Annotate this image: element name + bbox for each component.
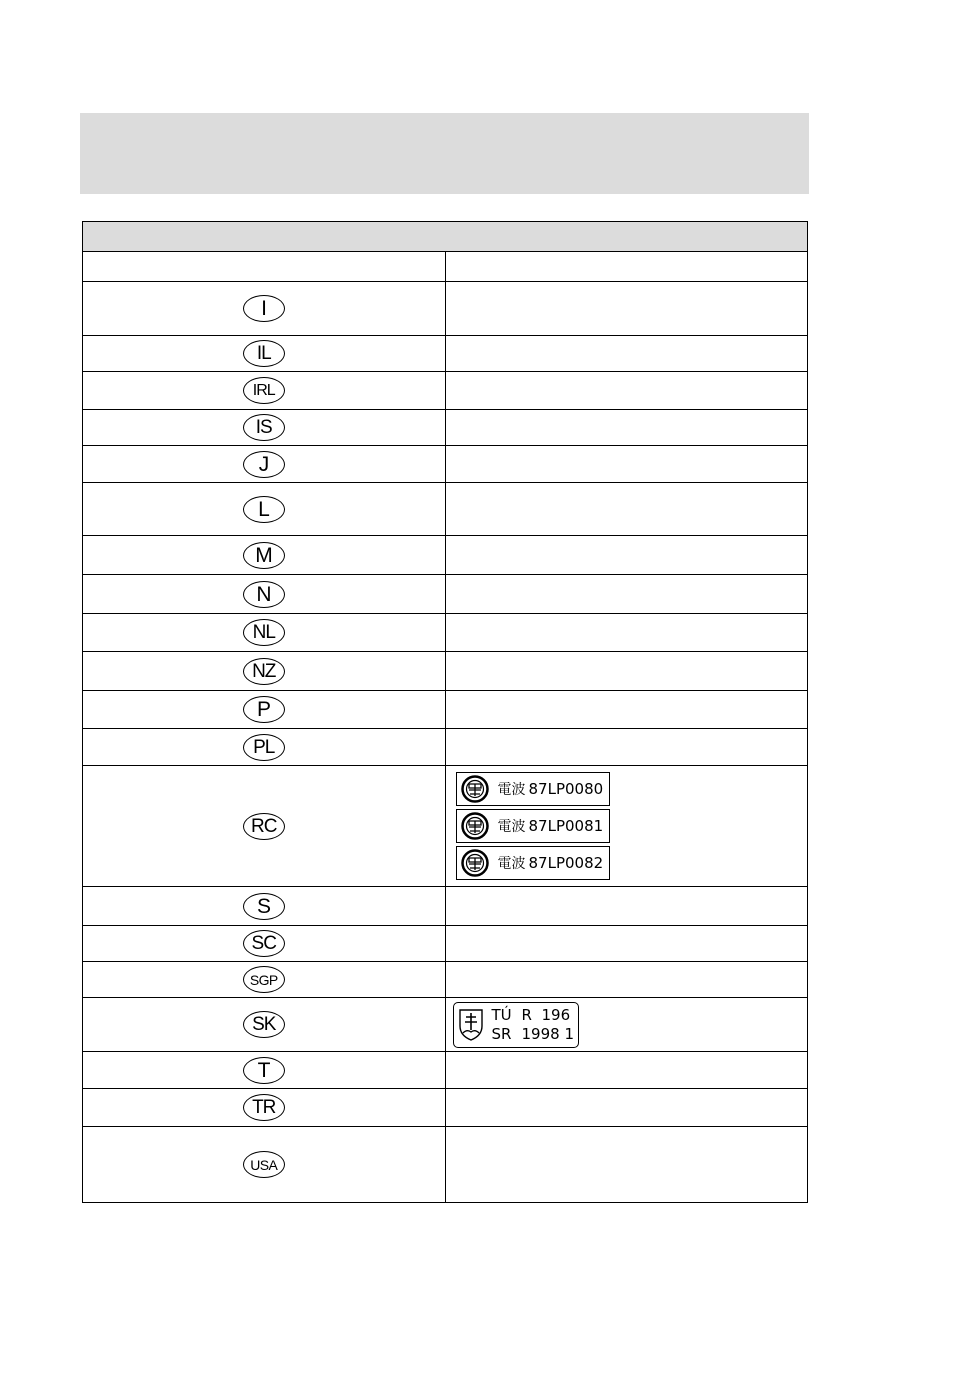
rc-label-kanji: 電波 [497, 819, 526, 835]
table-row [83, 652, 808, 691]
sk-mark-sr: SR [491, 1024, 512, 1043]
table-row [83, 575, 808, 614]
detail-cell [445, 887, 808, 926]
country-code-oval: NZ [243, 658, 285, 685]
detail-cell [445, 962, 808, 998]
country-code-oval: SGP [243, 966, 285, 993]
table-header-row [83, 252, 808, 282]
detail-cell [445, 1052, 808, 1089]
country-code-oval: PL [243, 734, 285, 761]
sk-approval-mark [453, 1002, 579, 1048]
detail-cell [445, 372, 808, 410]
table-row [83, 926, 808, 962]
country-code-oval: J [243, 451, 285, 478]
table-row [83, 410, 808, 446]
rc-approval-label [456, 772, 610, 806]
detail-cell [445, 652, 808, 691]
detail-cell [445, 536, 808, 575]
rc-approval-label [456, 846, 610, 880]
detail-cell [445, 1127, 808, 1203]
rc-label-number: 87LP0080 [528, 780, 604, 798]
table-row [83, 536, 808, 575]
detail-cell [445, 691, 808, 729]
country-code-oval: RC [243, 813, 285, 840]
table-row [83, 729, 808, 766]
sk-mark-number: 196 [541, 1005, 571, 1024]
table-row [83, 691, 808, 729]
table-row [83, 766, 808, 887]
rc-label-kanji: 電波 [497, 782, 526, 798]
table-row [83, 1127, 808, 1203]
table-row [83, 483, 808, 536]
approvals-table [82, 221, 808, 1203]
table-title-row [83, 222, 808, 252]
detail-cell [445, 729, 808, 766]
detail-cell [445, 410, 808, 446]
country-code-oval: TR [243, 1094, 285, 1121]
radio-mark-icon [459, 812, 491, 840]
sk-mark-r: R [521, 1005, 532, 1024]
detail-cell [445, 336, 808, 372]
table-row [83, 336, 808, 372]
country-code-oval: S [243, 893, 285, 920]
table-title-cell [83, 222, 808, 252]
table-row [83, 282, 808, 336]
shield-cross-icon [458, 1008, 484, 1042]
country-code-oval: NL [243, 619, 285, 646]
table-row [83, 1089, 808, 1127]
sk-mark-text [492, 1006, 575, 1044]
country-code-oval: P [243, 696, 285, 723]
country-code-oval: IL [243, 340, 285, 367]
detail-cell [445, 998, 808, 1052]
detail-cell [445, 575, 808, 614]
sk-mark-year: 1998 1 [521, 1024, 574, 1043]
table-row [83, 372, 808, 410]
header-country-cell [83, 252, 446, 282]
header-band [80, 113, 809, 194]
detail-cell [445, 282, 808, 336]
radio-mark-icon [459, 849, 491, 877]
table-row [83, 446, 808, 483]
country-code-oval: N [243, 581, 285, 608]
table-row [83, 614, 808, 652]
country-code-oval: IS [243, 414, 285, 441]
country-code-oval: T [243, 1057, 285, 1084]
country-code-oval: SK [243, 1011, 285, 1038]
rc-label-number: 87LP0082 [528, 854, 604, 872]
country-code-oval: L [243, 496, 285, 523]
table-row [83, 887, 808, 926]
country-code-oval: IRL [243, 377, 285, 404]
country-code-oval: USA [243, 1151, 285, 1178]
detail-cell [445, 446, 808, 483]
country-code-oval: I [243, 295, 285, 322]
rc-label-number: 87LP0081 [528, 817, 604, 835]
table-row [83, 1052, 808, 1089]
detail-cell [445, 766, 808, 887]
country-code-oval: M [243, 542, 285, 569]
radio-mark-icon [459, 775, 491, 803]
rc-label-stack [446, 766, 808, 886]
detail-cell [445, 614, 808, 652]
detail-cell [445, 926, 808, 962]
sk-mark-tu: TÚ [491, 1005, 512, 1024]
detail-cell [445, 483, 808, 536]
table-row [83, 998, 808, 1052]
country-code-oval: SC [243, 930, 285, 957]
table-row [83, 962, 808, 998]
detail-cell [445, 1089, 808, 1127]
rc-approval-label [456, 809, 610, 843]
rc-label-kanji: 電波 [497, 856, 526, 872]
header-detail-cell [445, 252, 808, 282]
